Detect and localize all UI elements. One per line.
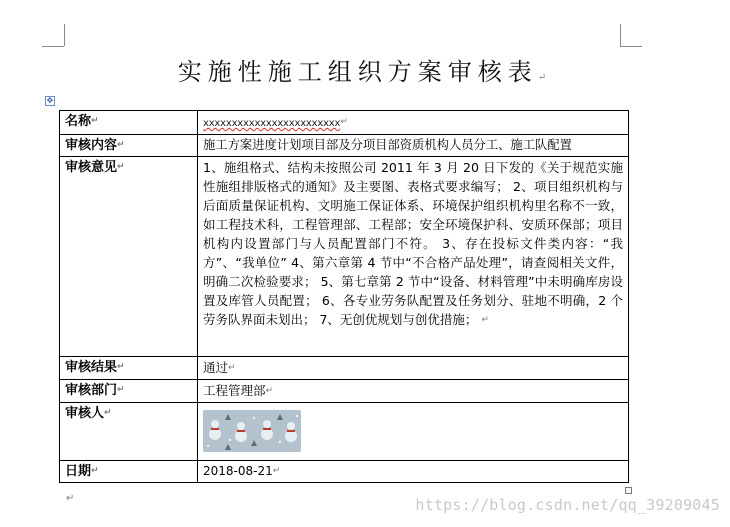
content-value: 施工方案进度计划项目部及分项目部资质机构人员分工、施工队配置	[203, 138, 572, 152]
table-row	[60, 111, 629, 135]
date-value-cell[interactable]	[198, 461, 629, 483]
cell-mark: ↵	[265, 386, 274, 396]
opinion-value-cell[interactable]	[198, 157, 629, 357]
paragraph-mark: ↵	[537, 72, 553, 83]
dept-value: 工程管理部	[203, 383, 266, 398]
paragraph-mark: ↵	[66, 493, 75, 504]
dept-label: 审核部门	[65, 383, 118, 398]
cell-mark: ↵	[117, 162, 125, 172]
opinion-label: 审核意见	[65, 160, 118, 175]
result-label: 审核结果	[65, 360, 118, 375]
table-row	[60, 135, 629, 157]
cell-mark: ↵	[340, 117, 348, 127]
table-row	[60, 380, 629, 403]
table-row	[60, 403, 629, 461]
content-label: 审核内容	[65, 138, 118, 153]
date-label-cell	[60, 461, 198, 483]
cell-mark: ↵	[91, 466, 99, 476]
table-move-handle-icon[interactable]: ✥	[46, 96, 54, 105]
name-label: 名称	[65, 114, 92, 129]
table-row	[60, 357, 629, 380]
cell-mark: ↵	[117, 385, 125, 395]
opinion-value: 1、施组格式、结构未按照公司 2011 年 3 月 20 日下发的《关于规范实施性施组排版格式的通知》及主要图、表格式要求编写； 2、项目组织机构与后面质量保证机构、文明施工保证体系、环境保护组织机构里名称不一致，如工程技术科，工程管理部、工程部；安全环境保护科、安质环保部；项目机构内设置部门与人员配置部门不符。 3、存在投标文件类内容：“我方”、“我单位” 4、第六章第 4 节中“不合格产品处理”，请查阅相关文件，明确二次检验要求； 5、第七章第 2 节中“设备、材料管理”中未明确库房设置及库管人员配置； 6、各专业劳务队配置及任务划分、驻地不明确，2 个劳务队界面未划出； 7、无创优规划与创优措施；	[203, 160, 623, 327]
dept-value-cell[interactable]	[198, 380, 629, 403]
reviewer-value-cell[interactable]	[198, 403, 629, 461]
cell-mark: ↵	[228, 363, 236, 373]
review-table	[59, 110, 629, 483]
result-value: 通过	[203, 360, 229, 375]
document-title-text: 实施性施工组织方案审核表	[177, 58, 538, 86]
reviewer-label-cell	[60, 403, 198, 461]
name-value-cell[interactable]	[198, 111, 629, 135]
reviewer-label: 审核人	[65, 406, 105, 421]
content-label-cell	[60, 135, 198, 157]
document-title	[0, 52, 730, 87]
date-value: 2018-08-21	[203, 464, 273, 478]
cell-mark: ↵	[91, 116, 99, 126]
table-row	[60, 461, 629, 483]
date-label: 日期	[65, 464, 92, 479]
table-row	[60, 157, 629, 357]
result-value-cell[interactable]	[198, 357, 629, 380]
content-value-cell[interactable]	[198, 135, 629, 157]
dept-label-cell	[60, 380, 198, 403]
cell-mark: ↵	[117, 362, 125, 372]
table-resize-handle[interactable]	[625, 487, 632, 494]
cell-mark: ↵	[117, 140, 125, 150]
name-value: xxxxxxxxxxxxxxxxxxxxxxxx	[203, 118, 341, 129]
reviewer-signature-image	[203, 410, 301, 452]
name-label-cell	[60, 111, 198, 135]
result-label-cell	[60, 357, 198, 380]
cell-mark: ↵	[104, 408, 112, 418]
opinion-label-cell	[60, 157, 198, 357]
cell-mark: ↵	[481, 315, 489, 325]
cell-mark: ↵	[272, 466, 281, 476]
watermark-text: https://blog.csdn.net/qq_39209045	[415, 496, 720, 514]
